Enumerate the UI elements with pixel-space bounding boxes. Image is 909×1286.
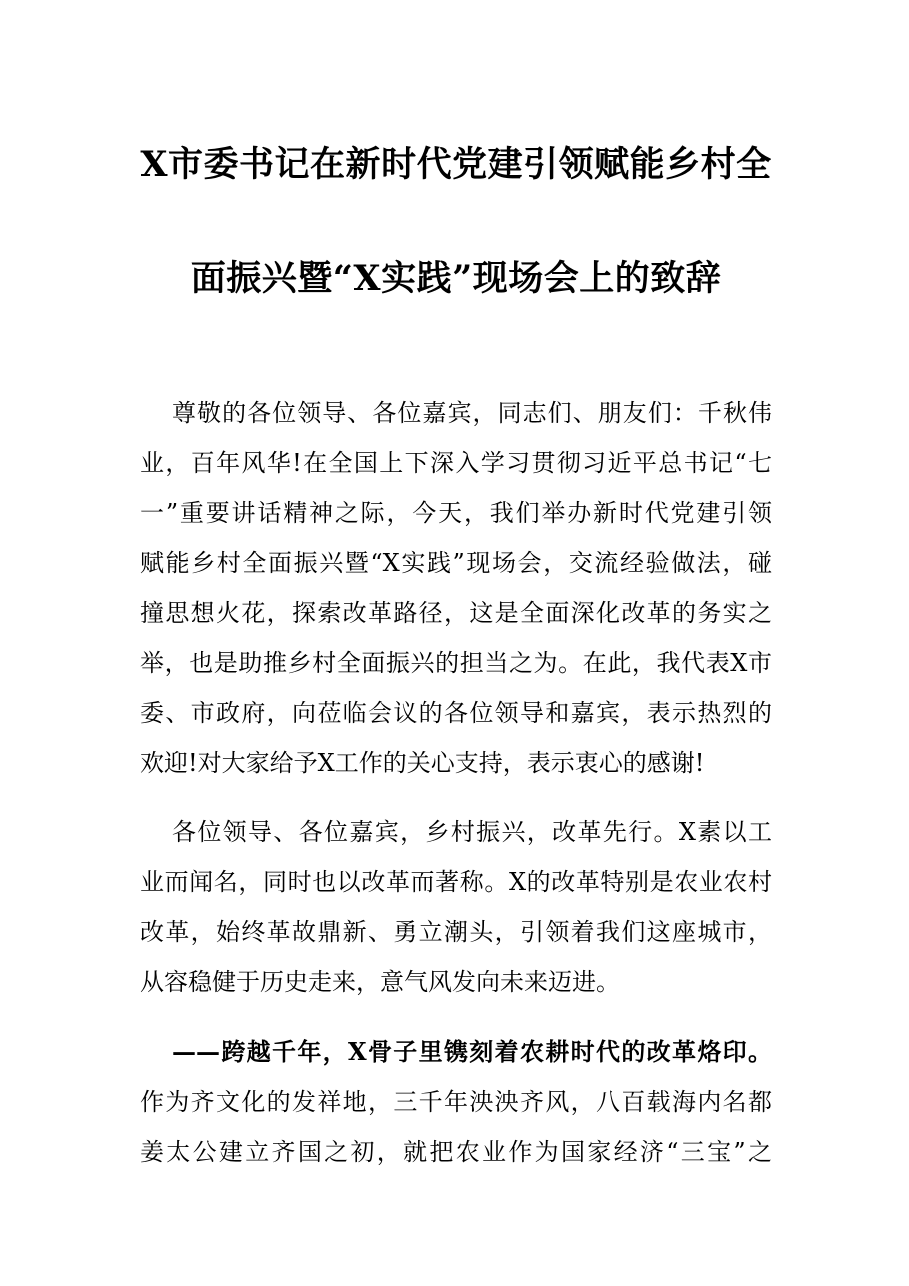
paragraph-2-line-3: 改革，始终革故鼎新、勇立潮头，引领着我们这座城市， bbox=[140, 918, 772, 946]
paragraph-3-heading: ——跨越千年，X骨子里镌刻着农耕时代的改革烙印。 bbox=[172, 1037, 772, 1066]
paragraph-1-line-5: 撞思想火花，探索改革路径，这是全面深化改革的务实之 bbox=[140, 599, 772, 627]
paragraph-1-line-7: 委、市政府，向莅临会议的各位领导和嘉宾，表示热烈的 bbox=[140, 699, 772, 727]
document-title-line-1: X市委书记在新时代党建引领赋能乡村全 bbox=[140, 144, 772, 185]
paragraph-2-line-1: 各位领导、各位嘉宾，乡村振兴，改革先行。X素以工 bbox=[172, 818, 772, 846]
paragraph-2-line-2: 业而闻名，同时也以改革而著称。X的改革特别是农业农村 bbox=[140, 868, 772, 896]
paragraph-1-line-2: 业，百年风华!在全国上下深入学习贯彻习近平总书记“七 bbox=[140, 449, 772, 477]
paragraph-2-line-4: 从容稳健于历史走来，意气风发向未来迈进。 bbox=[140, 968, 620, 996]
paragraph-1-line-1: 尊敬的各位领导、各位嘉宾，同志们、朋友们：千秋伟 bbox=[172, 399, 772, 427]
document-title-line-2: 面振兴暨“X实践”现场会上的致辞 bbox=[190, 258, 722, 299]
paragraph-3-line-1: 作为齐文化的发祥地，三千年泱泱齐风，八百载海内名都 bbox=[140, 1088, 772, 1116]
paragraph-1-line-3: 一”重要讲话精神之际，今天，我们举办新时代党建引领 bbox=[140, 499, 772, 527]
paragraph-1-line-4: 赋能乡村全面振兴暨“X实践”现场会，交流经验做法，碰 bbox=[140, 549, 772, 577]
paragraph-3-line-2: 姜太公建立齐国之初，就把农业作为国家经济“三宝”之 bbox=[140, 1138, 772, 1166]
paragraph-1-line-8: 欢迎!对大家给予X工作的关心支持，表示衷心的感谢! bbox=[140, 749, 705, 777]
paragraph-1-line-6: 举，也是助推乡村全面振兴的担当之为。在此，我代表X市 bbox=[140, 649, 772, 677]
